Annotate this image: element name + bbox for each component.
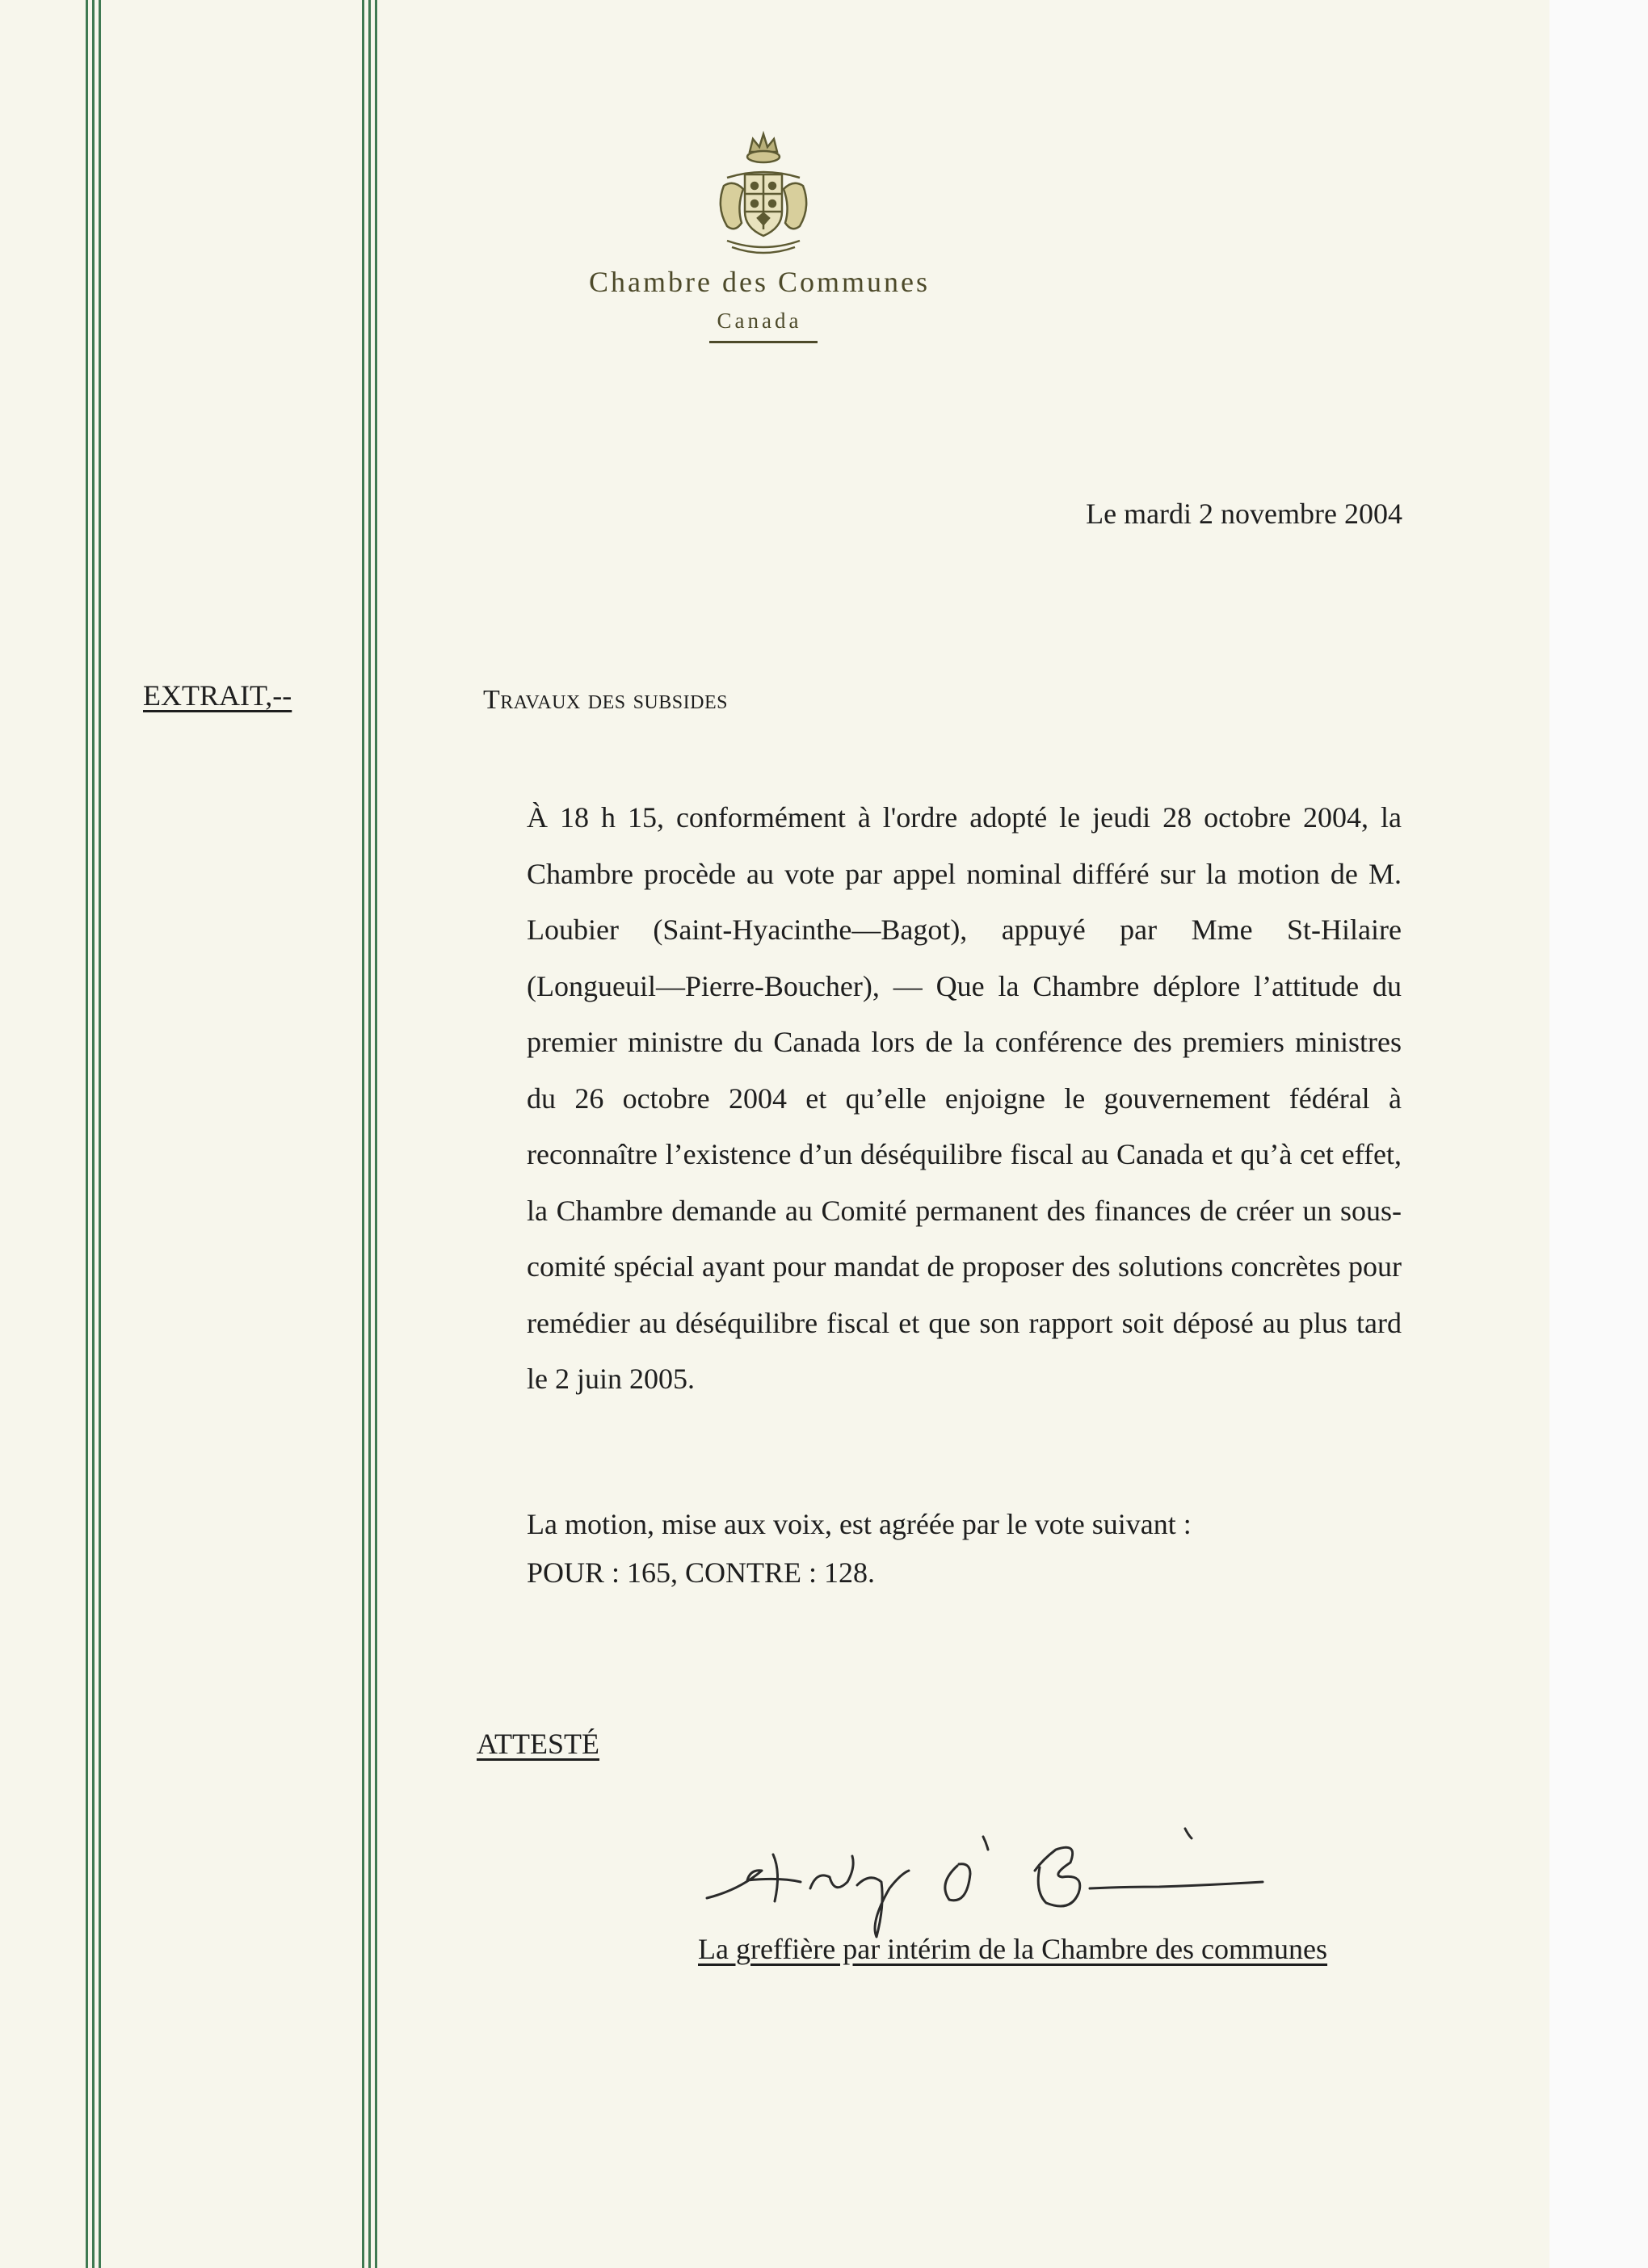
house-name: Chambre des Communes (589, 266, 930, 298)
country-name: Canada (717, 309, 802, 333)
attestation-label: ATTESTÉ (477, 1728, 599, 1760)
scan-background-edge (1549, 0, 1648, 2268)
margin-rule (99, 0, 101, 2268)
coat-of-arms-icon (711, 128, 816, 257)
extract-label: EXTRAIT,-- (143, 679, 292, 712)
vote-paragraph (527, 1500, 1402, 1597)
section-heading: Travaux des subsides (483, 685, 728, 715)
margin-rule (362, 0, 364, 2268)
sitting-date: Le mardi 2 novembre 2004 (1086, 498, 1402, 530)
margin-rule (368, 0, 371, 2268)
letterhead-rule (709, 341, 818, 343)
margin-rule (92, 0, 95, 2268)
margin-rule (86, 0, 88, 2268)
signatory-title: La greffière par intérim de la Chambre des communes (698, 1933, 1328, 1965)
vote-tally: POUR : 165, CONTRE : 128. (527, 1556, 876, 1589)
vote-result-text: La motion, mise aux voix, est agréée par le vote suivant : (527, 1508, 1192, 1540)
motion-paragraph: À 18 h 15, conformément à l'ordre adopté le jeudi 28 octobre 2004, la Chambre procède au vote par appel nominal différé sur la motion de M. Loubier (Saint-Hyacinthe—Bagot), appuyé par Mme St-Hilaire (Longueuil—Pierre-Boucher), — Que la Chambre déplore l’attitude du premier ministre du Canada lors de la conférence des premiers ministres du 26 octobre 2004 et qu’elle enjoigne le gouvernement fédéral à reconnaître l’existence d’un déséquilibre fiscal au Canada et qu’à cet effet, la Chambre demande au Comité permanent des finances de créer un sous-comité spécial ayant pour mandat de proposer des solutions concrètes pour remédier au déséquilibre fiscal et que son rapport soit déposé au plus tard le 2 juin 2005. (527, 801, 1402, 1395)
margin-rule (375, 0, 377, 2268)
clerk-signature (691, 1793, 1272, 1938)
